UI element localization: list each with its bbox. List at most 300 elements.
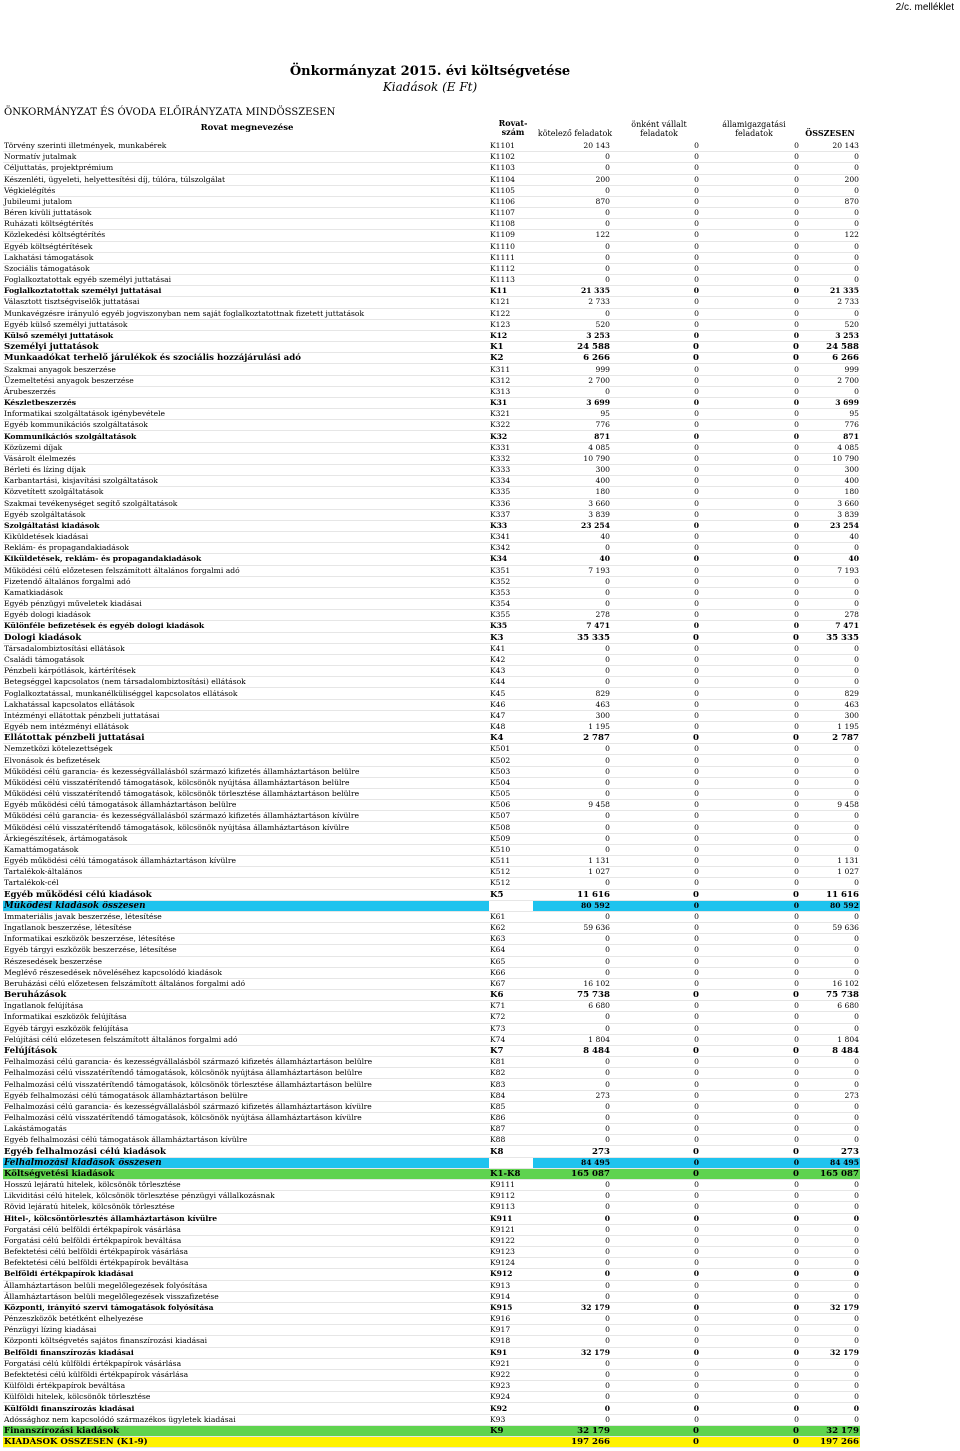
- row-state-admin: 0: [700, 442, 800, 453]
- row-state-admin: 0: [700, 599, 800, 610]
- row-total: 0: [800, 1235, 860, 1246]
- row-code: [489, 1436, 533, 1447]
- table-row: [3, 1057, 860, 1068]
- row-name: Egyéb működési célú támogatások államháztartáson belülre: [3, 800, 489, 811]
- row-name: Felhalmozási célú visszatérítendő támogatások, kölcsönök törlesztése államháztartáson belülre: [3, 1079, 489, 1090]
- row-code: K32: [489, 431, 533, 442]
- row-total: 2 700: [800, 375, 860, 386]
- row-name: Kiküldetések, reklám- és propagandakiadások: [3, 554, 489, 565]
- row-voluntary: 0: [611, 230, 700, 241]
- row-name: Egyéb külső személyi juttatások: [3, 319, 489, 330]
- row-state-admin: 0: [700, 643, 800, 654]
- row-state-admin: 0: [700, 1269, 800, 1280]
- row-mandatory: 0: [533, 1012, 611, 1023]
- row-name: Kamatkiadások: [3, 587, 489, 598]
- row-total: 0: [800, 934, 860, 945]
- table-row: [3, 319, 860, 330]
- row-code: K82: [489, 1068, 533, 1079]
- table-row: [3, 1425, 860, 1436]
- row-total: 0: [800, 643, 860, 654]
- row-voluntary: 0: [611, 219, 700, 230]
- row-voluntary: 0: [611, 1269, 700, 1280]
- row-code: K917: [489, 1325, 533, 1336]
- row-total: 0: [800, 1358, 860, 1369]
- row-voluntary: 0: [611, 923, 700, 934]
- table-row: [3, 1392, 860, 1403]
- row-code: K913: [489, 1280, 533, 1291]
- table-row: [3, 710, 860, 721]
- row-state-admin: 0: [700, 721, 800, 732]
- row-total: 0: [800, 654, 860, 665]
- row-code: K1-K8: [489, 1168, 533, 1179]
- row-state-admin: 0: [700, 241, 800, 252]
- row-name: Felhalmozási célú visszatérítendő támogatások, kölcsönök nyújtása államháztartáson kívülre: [3, 1112, 489, 1123]
- row-code: K915: [489, 1302, 533, 1313]
- table-row: [3, 364, 860, 375]
- row-code: K31: [489, 397, 533, 408]
- row-mandatory: 273: [533, 1146, 611, 1157]
- table-row: [3, 464, 860, 475]
- row-total: 0: [800, 811, 860, 822]
- row-voluntary: 0: [611, 911, 700, 922]
- row-name: Tartalékok-cél: [3, 878, 489, 889]
- row-total: 0: [800, 163, 860, 174]
- row-total: 0: [800, 777, 860, 788]
- row-name: Forgatási célú belföldi értékpapírok beváltása: [3, 1235, 489, 1246]
- row-voluntary: 0: [611, 744, 700, 755]
- row-code: K2: [489, 353, 533, 364]
- row-total: 0: [800, 219, 860, 230]
- row-state-admin: 0: [700, 744, 800, 755]
- row-name: Dologi kiadások: [3, 632, 489, 643]
- row-name: Munkaadókat terhelő járulékok és szociális hozzájárulási adó: [3, 353, 489, 364]
- row-mandatory: 40: [533, 532, 611, 543]
- row-name: Egyéb szolgáltatások: [3, 509, 489, 520]
- row-code: K914: [489, 1291, 533, 1302]
- table-row: [3, 1191, 860, 1202]
- row-state-admin: 0: [700, 1202, 800, 1213]
- row-mandatory: 8 484: [533, 1045, 611, 1056]
- row-name: Központi költségvetés sajátos finanszírozási kiadásai: [3, 1336, 489, 1347]
- row-code: K354: [489, 599, 533, 610]
- table-row: [3, 934, 860, 945]
- row-voluntary: 0: [611, 1347, 700, 1358]
- table-row: [3, 554, 860, 565]
- row-voluntary: 0: [611, 788, 700, 799]
- table-row: [3, 1280, 860, 1291]
- table-row: [3, 621, 860, 632]
- table-row: [3, 956, 860, 967]
- row-code: K1113: [489, 275, 533, 286]
- row-name: Informatikai eszközök beszerzése, létesítése: [3, 934, 489, 945]
- header-code: Rovat- szám: [498, 118, 528, 137]
- row-voluntary: 0: [611, 241, 700, 252]
- table-row: [3, 174, 860, 185]
- row-state-admin: 0: [700, 1023, 800, 1034]
- row-mandatory: 0: [533, 1135, 611, 1146]
- row-total: 2 787: [800, 733, 860, 744]
- row-name: Pénzeszközök betétként elhelyezése: [3, 1314, 489, 1325]
- header-voluntary: önként vállalt feladatok: [631, 120, 687, 138]
- row-name: Egyéb kommunikációs szolgáltatások: [3, 420, 489, 431]
- table-row: [3, 386, 860, 397]
- row-state-admin: 0: [700, 520, 800, 531]
- row-name: Államháztartáson belüli megelőlegezések folyósítása: [3, 1280, 489, 1291]
- row-name: Foglalkoztatottak személyi juttatásai: [3, 286, 489, 297]
- row-name: Belföldi értékpapírok kiadásai: [3, 1269, 489, 1280]
- row-total: 0: [800, 788, 860, 799]
- table-row: [3, 1202, 860, 1213]
- row-name: Belföldi finanszírozás kiadásai: [3, 1347, 489, 1358]
- row-code: K1103: [489, 163, 533, 174]
- row-code: K41: [489, 643, 533, 654]
- row-total: 0: [800, 1381, 860, 1392]
- row-state-admin: 0: [700, 219, 800, 230]
- row-name: Elvonások és befizetések: [3, 755, 489, 766]
- row-name: Felhalmozási célú visszatérítendő támogatások, kölcsönök nyújtása államháztartáson belülre: [3, 1068, 489, 1079]
- row-state-admin: 0: [700, 196, 800, 207]
- row-total: 3 253: [800, 330, 860, 341]
- row-mandatory: 0: [533, 677, 611, 688]
- row-total: 300: [800, 464, 860, 475]
- row-state-admin: 0: [700, 788, 800, 799]
- row-state-admin: 0: [700, 1101, 800, 1112]
- row-total: 32 179: [800, 1425, 860, 1436]
- row-mandatory: 7 471: [533, 621, 611, 632]
- row-mandatory: 0: [533, 543, 611, 554]
- row-mandatory: 0: [533, 1414, 611, 1425]
- row-mandatory: 84 495: [533, 1157, 611, 1168]
- table-row: [3, 375, 860, 386]
- row-mandatory: 0: [533, 386, 611, 397]
- table-row: [3, 442, 860, 453]
- row-voluntary: 0: [611, 621, 700, 632]
- row-voluntary: 0: [611, 330, 700, 341]
- row-code: K47: [489, 710, 533, 721]
- row-code: K1102: [489, 152, 533, 163]
- row-code: K83: [489, 1079, 533, 1090]
- row-state-admin: 0: [700, 621, 800, 632]
- row-total: 400: [800, 476, 860, 487]
- row-code: K1111: [489, 252, 533, 263]
- row-total: 20 143: [800, 141, 860, 152]
- row-mandatory: 0: [533, 1358, 611, 1369]
- table-row: [3, 967, 860, 978]
- row-code: K6: [489, 990, 533, 1001]
- row-code: K61: [489, 911, 533, 922]
- row-voluntary: 0: [611, 1247, 700, 1258]
- row-code: K86: [489, 1112, 533, 1123]
- row-code: K73: [489, 1023, 533, 1034]
- row-mandatory: 0: [533, 911, 611, 922]
- row-total: 273: [800, 1090, 860, 1101]
- row-name: Egyéb felhalmozási célú támogatások államháztartáson kívülre: [3, 1135, 489, 1146]
- row-name: Karbantartási, kisjavítási szolgáltatások: [3, 476, 489, 487]
- row-voluntary: 0: [611, 1414, 700, 1425]
- row-total: 273: [800, 1146, 860, 1157]
- row-code: K62: [489, 923, 533, 934]
- row-voluntary: 0: [611, 1392, 700, 1403]
- row-state-admin: 0: [700, 1358, 800, 1369]
- row-code: K121: [489, 297, 533, 308]
- annex-label: 2/c. melléklet: [895, 2, 954, 13]
- row-voluntary: 0: [611, 1034, 700, 1045]
- row-mandatory: 1 195: [533, 721, 611, 732]
- table-row: [3, 141, 860, 152]
- row-voluntary: 0: [611, 610, 700, 621]
- row-voluntary: 0: [611, 397, 700, 408]
- row-code: K503: [489, 766, 533, 777]
- row-name: Egyéb tárgyi eszközök beszerzése, létesítése: [3, 945, 489, 956]
- row-code: K9111: [489, 1179, 533, 1190]
- row-name: Készletbeszerzés: [3, 397, 489, 408]
- row-state-admin: 0: [700, 1258, 800, 1269]
- row-state-admin: 0: [700, 878, 800, 889]
- table-row: [3, 532, 860, 543]
- row-mandatory: 11 616: [533, 889, 611, 900]
- row-code: K1105: [489, 185, 533, 196]
- row-total: 0: [800, 152, 860, 163]
- table-row: [3, 342, 860, 353]
- table-row: [3, 1403, 860, 1414]
- row-total: 95: [800, 409, 860, 420]
- row-total: 0: [800, 1403, 860, 1414]
- row-voluntary: 0: [611, 185, 700, 196]
- row-name: Lakástámogatás: [3, 1124, 489, 1135]
- row-mandatory: 0: [533, 934, 611, 945]
- row-name: Kamattámogatások: [3, 844, 489, 855]
- row-name: Költségvetési kiadások: [3, 1168, 489, 1179]
- row-voluntary: 0: [611, 632, 700, 643]
- row-mandatory: 300: [533, 464, 611, 475]
- table-row: [3, 509, 860, 520]
- row-state-admin: 0: [700, 230, 800, 241]
- row-mandatory: 1 027: [533, 867, 611, 878]
- table-row: [3, 844, 860, 855]
- row-state-admin: 0: [700, 1436, 800, 1447]
- row-voluntary: 0: [611, 934, 700, 945]
- table-row: [3, 196, 860, 207]
- row-code: K81: [489, 1057, 533, 1068]
- row-state-admin: 0: [700, 1369, 800, 1380]
- row-mandatory: 278: [533, 610, 611, 621]
- row-total: 32 179: [800, 1302, 860, 1313]
- row-mandatory: 165 087: [533, 1168, 611, 1179]
- table-row: [3, 610, 860, 621]
- table-row: [3, 1235, 860, 1246]
- table-row: [3, 699, 860, 710]
- row-mandatory: 0: [533, 766, 611, 777]
- row-mandatory: 0: [533, 1235, 611, 1246]
- row-state-admin: 0: [700, 532, 800, 543]
- row-voluntary: 0: [611, 453, 700, 464]
- row-state-admin: 0: [700, 409, 800, 420]
- row-state-admin: 0: [700, 464, 800, 475]
- row-voluntary: 0: [611, 945, 700, 956]
- row-name: Közvetített szolgáltatások: [3, 487, 489, 498]
- row-code: K9123: [489, 1247, 533, 1258]
- table-row: [3, 889, 860, 900]
- table-row: [3, 666, 860, 677]
- row-name: Tartalékok-általános: [3, 867, 489, 878]
- row-mandatory: 75 738: [533, 990, 611, 1001]
- table-row: [3, 420, 860, 431]
- row-code: K337: [489, 509, 533, 520]
- row-code: K512: [489, 867, 533, 878]
- row-name: Egyéb dologi kiadások: [3, 610, 489, 621]
- row-voluntary: 0: [611, 1001, 700, 1012]
- row-state-admin: 0: [700, 509, 800, 520]
- row-name: Lakhatási támogatások: [3, 252, 489, 263]
- row-name: Reklám- és propagandakiadások: [3, 543, 489, 554]
- row-mandatory: 0: [533, 1325, 611, 1336]
- row-mandatory: 0: [533, 654, 611, 665]
- row-voluntary: 0: [611, 599, 700, 610]
- row-total: 0: [800, 1247, 860, 1258]
- row-voluntary: 0: [611, 699, 700, 710]
- row-mandatory: 197 266: [533, 1436, 611, 1447]
- row-mandatory: 2 700: [533, 375, 611, 386]
- row-total: 0: [800, 1269, 860, 1280]
- row-state-admin: 0: [700, 163, 800, 174]
- row-total: 1 195: [800, 721, 860, 732]
- table-row: [3, 677, 860, 688]
- page-subtitle: Kiadások (E Ft): [382, 80, 478, 94]
- row-total: 80 592: [800, 900, 860, 911]
- row-state-admin: 0: [700, 141, 800, 152]
- row-name: Forgatási célú belföldi értékpapírok vásárlása: [3, 1224, 489, 1235]
- row-voluntary: 0: [611, 867, 700, 878]
- row-mandatory: 0: [533, 599, 611, 610]
- row-voluntary: 0: [611, 509, 700, 520]
- row-mandatory: 0: [533, 1280, 611, 1291]
- row-code: K34: [489, 554, 533, 565]
- row-voluntary: 0: [611, 844, 700, 855]
- row-code: K916: [489, 1314, 533, 1325]
- row-mandatory: 80 592: [533, 900, 611, 911]
- row-voluntary: 0: [611, 587, 700, 598]
- row-name: Ingatlanok beszerzése, létesítése: [3, 923, 489, 934]
- row-code: K93: [489, 1414, 533, 1425]
- row-code: K9112: [489, 1191, 533, 1202]
- row-code: K335: [489, 487, 533, 498]
- table-row: [3, 1146, 860, 1157]
- row-mandatory: 3 839: [533, 509, 611, 520]
- row-state-admin: 0: [700, 185, 800, 196]
- row-name: Részesedések beszerzése: [3, 956, 489, 967]
- row-code: K87: [489, 1124, 533, 1135]
- row-voluntary: 0: [611, 442, 700, 453]
- row-name: Jubileumi jutalom: [3, 196, 489, 207]
- row-total: 0: [800, 822, 860, 833]
- row-state-admin: 0: [700, 1213, 800, 1224]
- table-row: [3, 476, 860, 487]
- row-mandatory: 0: [533, 956, 611, 967]
- row-name: Társadalombiztosítási ellátások: [3, 643, 489, 654]
- table-row: [3, 800, 860, 811]
- row-mandatory: 40: [533, 554, 611, 565]
- row-state-admin: 0: [700, 565, 800, 576]
- row-voluntary: 0: [611, 1157, 700, 1168]
- row-code: [489, 1157, 533, 1168]
- row-code: K355: [489, 610, 533, 621]
- row-code: K336: [489, 498, 533, 509]
- row-voluntary: 0: [611, 1336, 700, 1347]
- row-mandatory: 0: [533, 777, 611, 788]
- row-code: K9124: [489, 1258, 533, 1269]
- row-voluntary: 0: [611, 990, 700, 1001]
- row-state-admin: 0: [700, 755, 800, 766]
- row-mandatory: 9 458: [533, 800, 611, 811]
- row-code: K9121: [489, 1224, 533, 1235]
- row-voluntary: 0: [611, 1124, 700, 1135]
- row-voluntary: 0: [611, 1023, 700, 1034]
- row-voluntary: 0: [611, 319, 700, 330]
- row-name: Egyéb pénzügyi műveletek kiadásai: [3, 599, 489, 610]
- row-state-admin: 0: [700, 1403, 800, 1414]
- row-state-admin: 0: [700, 476, 800, 487]
- row-mandatory: 3 660: [533, 498, 611, 509]
- row-state-admin: 0: [700, 1057, 800, 1068]
- row-name: Adóssághoz nem kapcsolódó származékos ügyletek kiadásai: [3, 1414, 489, 1425]
- row-mandatory: 0: [533, 275, 611, 286]
- row-voluntary: 0: [611, 431, 700, 442]
- row-code: K921: [489, 1358, 533, 1369]
- row-state-admin: 0: [700, 1191, 800, 1202]
- table-row: [3, 632, 860, 643]
- table-row: [3, 1436, 860, 1447]
- table-row: [3, 733, 860, 744]
- row-name: Hitel-, kölcsöntörlesztés államháztartáson kívülre: [3, 1213, 489, 1224]
- row-code: K333: [489, 464, 533, 475]
- row-total: 0: [800, 576, 860, 587]
- row-state-admin: 0: [700, 889, 800, 900]
- row-voluntary: 0: [611, 174, 700, 185]
- row-mandatory: 0: [533, 252, 611, 263]
- row-code: K8: [489, 1146, 533, 1157]
- row-state-admin: 0: [700, 900, 800, 911]
- row-total: 0: [800, 666, 860, 677]
- row-voluntary: 0: [611, 1179, 700, 1190]
- table-row: [3, 1179, 860, 1190]
- row-total: 0: [800, 241, 860, 252]
- page-title: Önkormányzat 2015. évi költségvetése: [289, 64, 571, 79]
- row-state-admin: 0: [700, 1012, 800, 1023]
- row-name: Üzemeltetési anyagok beszerzése: [3, 375, 489, 386]
- row-state-admin: 0: [700, 1414, 800, 1425]
- row-total: 0: [800, 1068, 860, 1079]
- row-state-admin: 0: [700, 766, 800, 777]
- row-code: K35: [489, 621, 533, 632]
- row-total: 16 102: [800, 978, 860, 989]
- row-name: Lakhatással kapcsolatos ellátások: [3, 699, 489, 710]
- row-mandatory: 0: [533, 755, 611, 766]
- row-voluntary: 0: [611, 1381, 700, 1392]
- row-state-admin: 0: [700, 1179, 800, 1190]
- row-mandatory: 23 254: [533, 520, 611, 531]
- row-total: 4 085: [800, 442, 860, 453]
- row-code: K4: [489, 733, 533, 744]
- row-voluntary: 0: [611, 1012, 700, 1023]
- row-total: 0: [800, 1057, 860, 1068]
- row-code: K312: [489, 375, 533, 386]
- row-total: 200: [800, 174, 860, 185]
- row-voluntary: 0: [611, 900, 700, 911]
- row-code: K123: [489, 319, 533, 330]
- row-voluntary: 0: [611, 666, 700, 677]
- row-state-admin: 0: [700, 1124, 800, 1135]
- row-state-admin: 0: [700, 1079, 800, 1090]
